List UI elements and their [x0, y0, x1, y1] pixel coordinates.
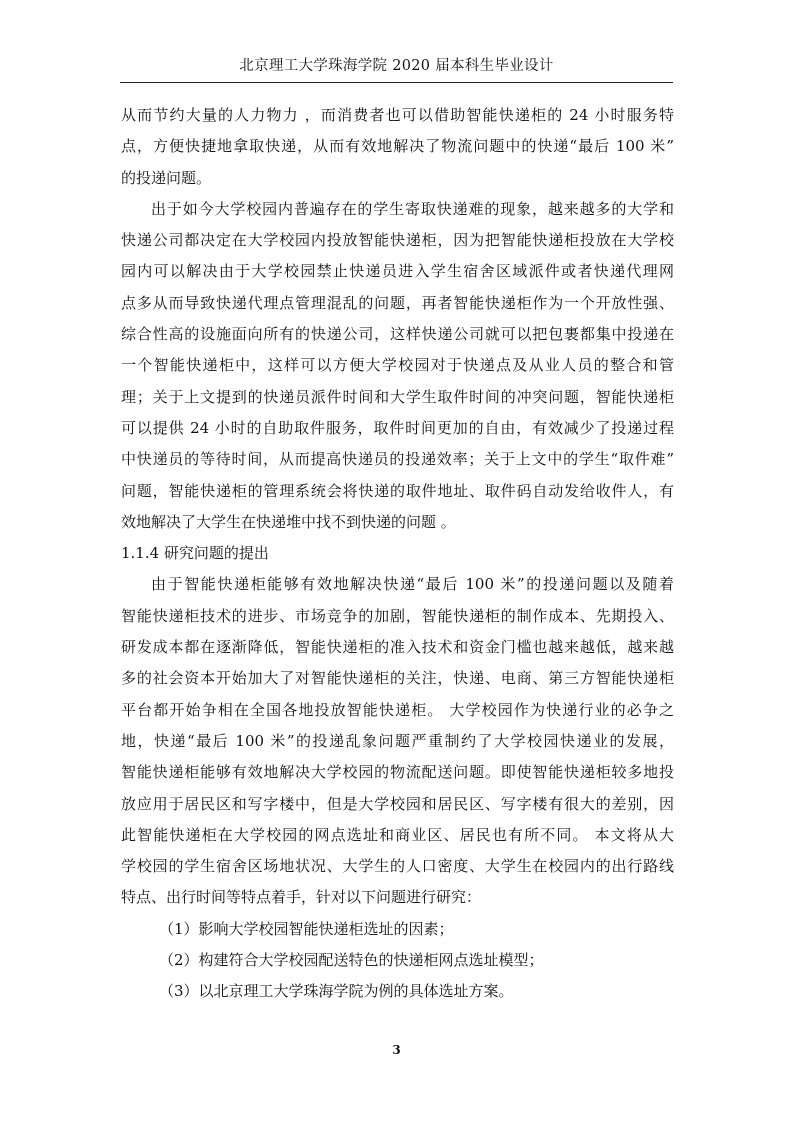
text-line: 一个智能快递柜中，这样可以方便大学校园对于快递点及从业人员的整合和管 — [121, 356, 674, 375]
text-line: 放应用于居民区和写字楼中，但是大学校园和居民区、写字楼有很大的差别，因 — [121, 794, 674, 813]
text-line: 智能快递柜技术的进步、市场竞争的加剧，智能快递柜的制作成本、先期投入、 — [121, 606, 674, 625]
text-line: 中快递员的等待时间，从而提高快递员的投递效率；关于上文中的学生“取件难” — [121, 450, 674, 469]
text-line: 多的社会资本开始加大了对智能快递柜的关注，快递、电商、第三方智能快递柜 — [121, 669, 674, 688]
paragraph-3 — [121, 569, 674, 913]
text-line: 平台都开始争相在全国各地投放智能快递柜。 大学校园作为快递行业的必争之 — [121, 700, 674, 719]
text-line: 出于如今大学校园内普遍存在的学生寄取快递难的现象，越来越多的大学和 — [151, 199, 674, 218]
text-line: 效地解决了大学生在快递堆中找不到快递的问题 。 — [121, 512, 456, 531]
text-line: 点多从而导致快递代理点管理混乱的问题，再者智能快递柜作为一个开放性强、 — [121, 293, 674, 312]
section-heading: 1.1.4 研究问题的提出 — [121, 544, 269, 563]
text-line: 综合性高的设施面向所有的快递公司，这样快递公司就可以把包裹都集中投递在 — [121, 325, 674, 344]
text-line: 园内可以解决由于大学校园禁止快递员进入学生宿舍区域派件或者快递代理网 — [121, 262, 674, 281]
list-item: （1）影响大学校园智能快递柜选址的因素； — [159, 919, 454, 938]
text-line: 快递公司都决定在大学校园内投放智能快递柜，因为把智能快递柜投放在大学校 — [121, 231, 674, 250]
text-line: 特点、出行时间等特点着手，针对以下问题进行研究： — [121, 888, 482, 907]
text-line: 可以提供 24 小时的自助取件服务，取件时间更加的自由，有效减少了投递过程 — [121, 418, 674, 437]
paragraph-2 — [121, 194, 674, 538]
list-item: （2）构建符合大学校园配送特色的快递柜网点选址模型； — [159, 951, 544, 970]
text-line: 的投递问题。 — [121, 168, 212, 187]
header-rule — [120, 82, 673, 83]
text-line: 地，快递“最后 100 米”的投递乱象问题严重制约了大学校园快递业的发展， — [121, 731, 674, 750]
paragraph-1 — [121, 100, 674, 194]
text-line: 从而节约大量的人力物力 ，而消费者也可以借助智能快递柜的 24 小时服务特 — [121, 106, 674, 124]
text-line: 由于智能快递柜能够有效地解决快递“最后 100 米”的投递问题以及随着 — [151, 575, 674, 594]
list-item: （3）以北京理工大学珠海学院为例的具体选址方案。 — [159, 982, 514, 1001]
text-line: 研发成本都在逐渐降低，智能快递柜的准入技术和资金门槛也越来越低，越来越 — [121, 638, 674, 657]
research-question-list — [121, 914, 674, 1008]
text-line: 智能快递柜能够有效地解决大学校园的物流配送问题。即使智能快递柜较多地投 — [121, 763, 674, 782]
page-header: 北京理工大学珠海学院 2020 届本科生毕业设计 — [239, 58, 554, 74]
document-body — [121, 100, 674, 1008]
text-line: 此智能快递柜在大学校园的网点选址和商业区、居民也有所不同。 本文将从大 — [121, 825, 674, 844]
text-line: 学校园的学生宿舍区场地状况、大学生的人口密度、大学生在校园内的出行路线 — [121, 857, 674, 876]
page-number: 3 — [392, 1043, 401, 1057]
text-line: 理；关于上文提到的快递员派件时间和大学生取件时间的冲突问题，智能快递柜 — [121, 387, 674, 406]
text-line: 问题，智能快递柜的管理系统会将快递的取件地址、取件码自动发给收件人，有 — [121, 481, 674, 500]
text-line: 点，方便快捷地拿取快递，从而有效地解决了物流问题中的快递“最后 100 米” — [121, 137, 674, 156]
